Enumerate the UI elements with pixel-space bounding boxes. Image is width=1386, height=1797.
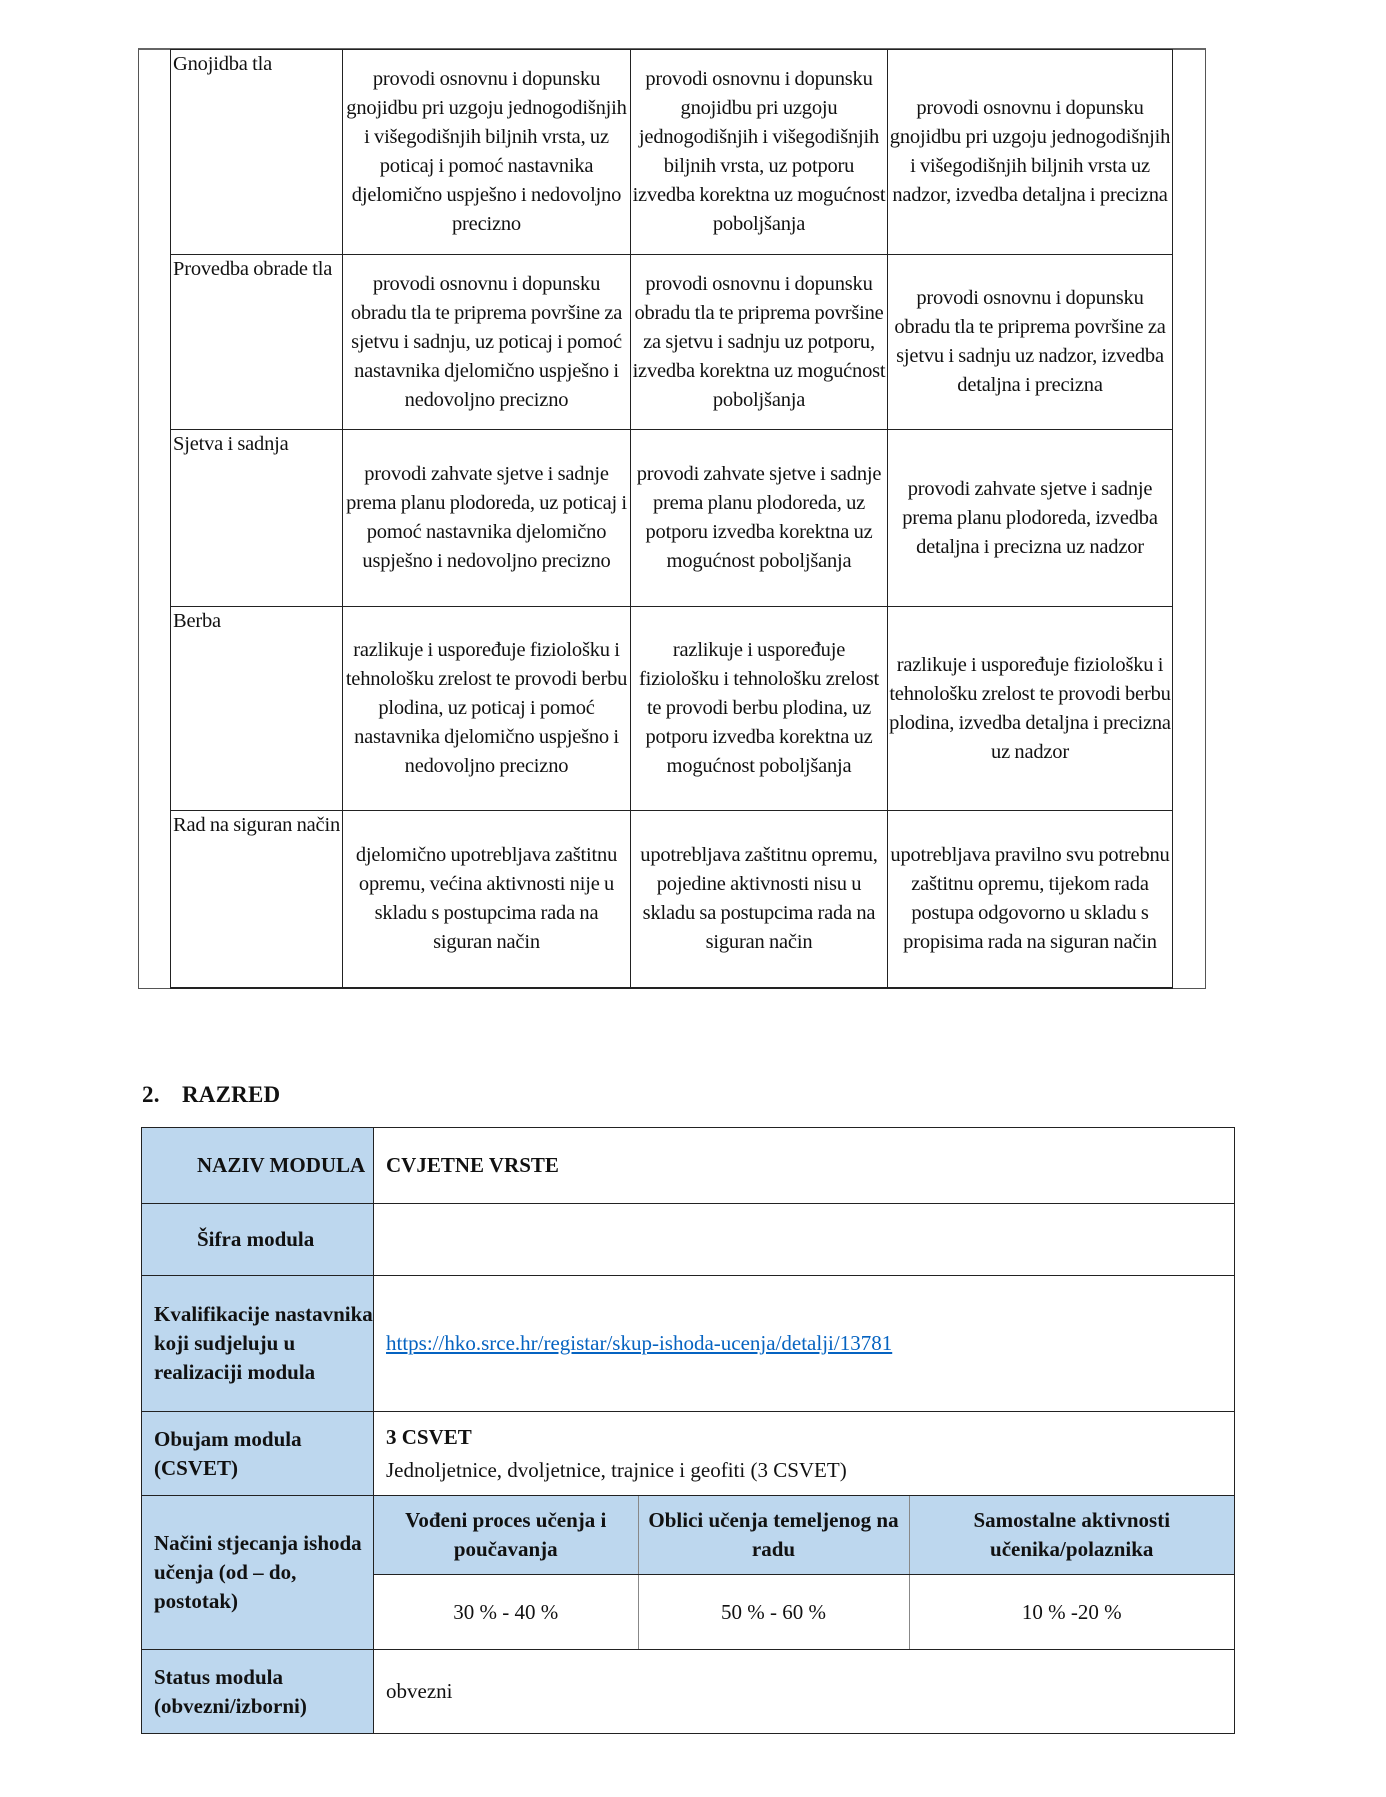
status-row (142, 1650, 1235, 1734)
criterion-level-b: provodi zahvate sjetve i sadnje prema planu plodoreda, uz potporu izvedba korektna uz mogućnost poboljšanja (631, 430, 888, 607)
criterion-level-a: provodi osnovnu i dopunsku obradu tla te priprema površine za sjetvu i sadnju, uz poticaj i pomoć nastavnika djelomično uspješno i nedovoljno precizno (343, 255, 631, 430)
criterion-label: Sjetva i sadnja (171, 430, 343, 607)
status-label: Status modula (obvezni/izborni) (142, 1650, 374, 1734)
criterion-level-b: upotrebljava zaštitnu opremu, pojedine aktivnosti nisu u skladu sa postupcima rada na siguran način (631, 811, 888, 988)
method-value: 30 % - 40 % (453, 1599, 559, 1624)
module-name-value: CVJETNE VRSTE (374, 1128, 1235, 1204)
method-header: Samostalne aktivnosti učenika/polaznika (909, 1496, 1234, 1575)
criterion-level-c: provodi osnovnu i dopunsku obradu tla te priprema površine za sjetvu i sadnju uz nadzor, izvedba detaljna i precizna (888, 255, 1173, 430)
section-number: 2. (142, 1082, 160, 1107)
qualifications-row (142, 1276, 1235, 1412)
criterion-label: Rad na siguran način (171, 811, 343, 988)
method-header: Oblici učenja temeljenog na radu (638, 1496, 909, 1575)
module-name-label: NAZIV MODULA (142, 1128, 374, 1204)
criterion-level-c: provodi osnovnu i dopunsku gnojidbu pri uzgoju jednogodišnjih i višegodišnjih biljnih vrsta uz nadzor, izvedba detaljna i precizna (888, 50, 1173, 255)
methods-label: Načini stjecanja ishoda učenja (od – do, postotak) (142, 1496, 374, 1650)
table-row (171, 430, 1173, 607)
table-row (171, 50, 1173, 255)
method-value: 10 % -20 % (909, 1575, 1234, 1650)
method-header: Vođeni proces učenja i poučavanja (374, 1496, 638, 1575)
criterion-level-c: upotrebljava pravilno svu potrebnu zaštitnu opremu, tijekom rada postupa odgovorno u skladu s propisima rada na siguran način (888, 811, 1173, 988)
table-row (171, 255, 1173, 430)
criterion-label: Gnojidba tla (171, 50, 343, 255)
criterion-level-a: provodi zahvate sjetve i sadnje prema planu plodoreda, uz poticaj i pomoć nastavnika djelomično uspješno i nedovoljno precizno (343, 430, 631, 607)
criterion-level-a: provodi osnovnu i dopunsku gnojidbu pri uzgoju jednogodišnjih i višegodišnjih biljnih vrsta, uz poticaj i pomoć nastavnika djelomično uspješno i nedovoljno precizno (343, 50, 631, 255)
module-name-row (142, 1128, 1235, 1204)
volume-label: Obujam modula (CSVET) (142, 1412, 374, 1496)
volume-row (142, 1412, 1235, 1496)
section-title: RAZRED (182, 1082, 281, 1107)
criterion-level-b: provodi osnovnu i dopunsku obradu tla te priprema površine za sjetvu i sadnju uz potporu, izvedba korektna uz mogućnost poboljšanja (631, 255, 888, 430)
module-code-value (374, 1204, 1235, 1276)
qualifications-link[interactable]: https://hko.srce.hr/registar/skup-ishoda-ucenja/detalji/13781 (386, 1331, 893, 1355)
module-code-row (142, 1204, 1235, 1276)
table-row (171, 811, 1173, 988)
volume-detail: Jednoljetnice, dvoljetnice, trajnice i geofiti (3 CSVET) (386, 1457, 847, 1482)
criterion-level-b: razlikuje i uspoređuje fiziološku i tehnološku zrelost te provodi berbu plodina, uz potporu izvedba korektna uz mogućnost poboljšanja (631, 607, 888, 811)
table-row (171, 607, 1173, 811)
criterion-level-c: razlikuje i uspoređuje fiziološku i tehnološku zrelost te provodi berbu plodina, izvedba detaljna i precizna uz nadzor (888, 607, 1173, 811)
criterion-level-c: provodi zahvate sjetve i sadnje prema planu plodoreda, izvedba detaljna i precizna uz nadzor (888, 430, 1173, 607)
criterion-level-a: djelomično upotrebljava zaštitnu opremu, većina aktivnosti nije u skladu s postupcima rada na siguran način (343, 811, 631, 988)
criterion-level-b: provodi osnovnu i dopunsku gnojidbu pri uzgoju jednogodišnjih i višegodišnjih biljnih vrsta, uz potporu izvedba korektna uz mogućnost poboljšanja (631, 50, 888, 255)
qualifications-label: Kvalifikacije nastavnika koji sudjeluju u realizaciji modula (142, 1276, 374, 1412)
section-heading (142, 1082, 280, 1108)
module-info-table (141, 1127, 1235, 1734)
status-value: obvezni (374, 1650, 1235, 1734)
methods-table (374, 1496, 1234, 1649)
criteria-table (170, 49, 1173, 989)
criterion-label: Provedba obrade tla (171, 255, 343, 430)
methods-row (142, 1496, 1235, 1650)
module-code-label: Šifra modula (142, 1204, 374, 1276)
method-value: 50 % - 60 % (638, 1575, 909, 1650)
volume-total: 3 CSVET (386, 1424, 472, 1449)
criterion-label: Berba (171, 607, 343, 811)
criterion-level-a: razlikuje i uspoređuje fiziološku i tehnološku zrelost te provodi berbu plodina, uz poticaj i pomoć nastavnika djelomično uspješno i nedovoljno precizno (343, 607, 631, 811)
